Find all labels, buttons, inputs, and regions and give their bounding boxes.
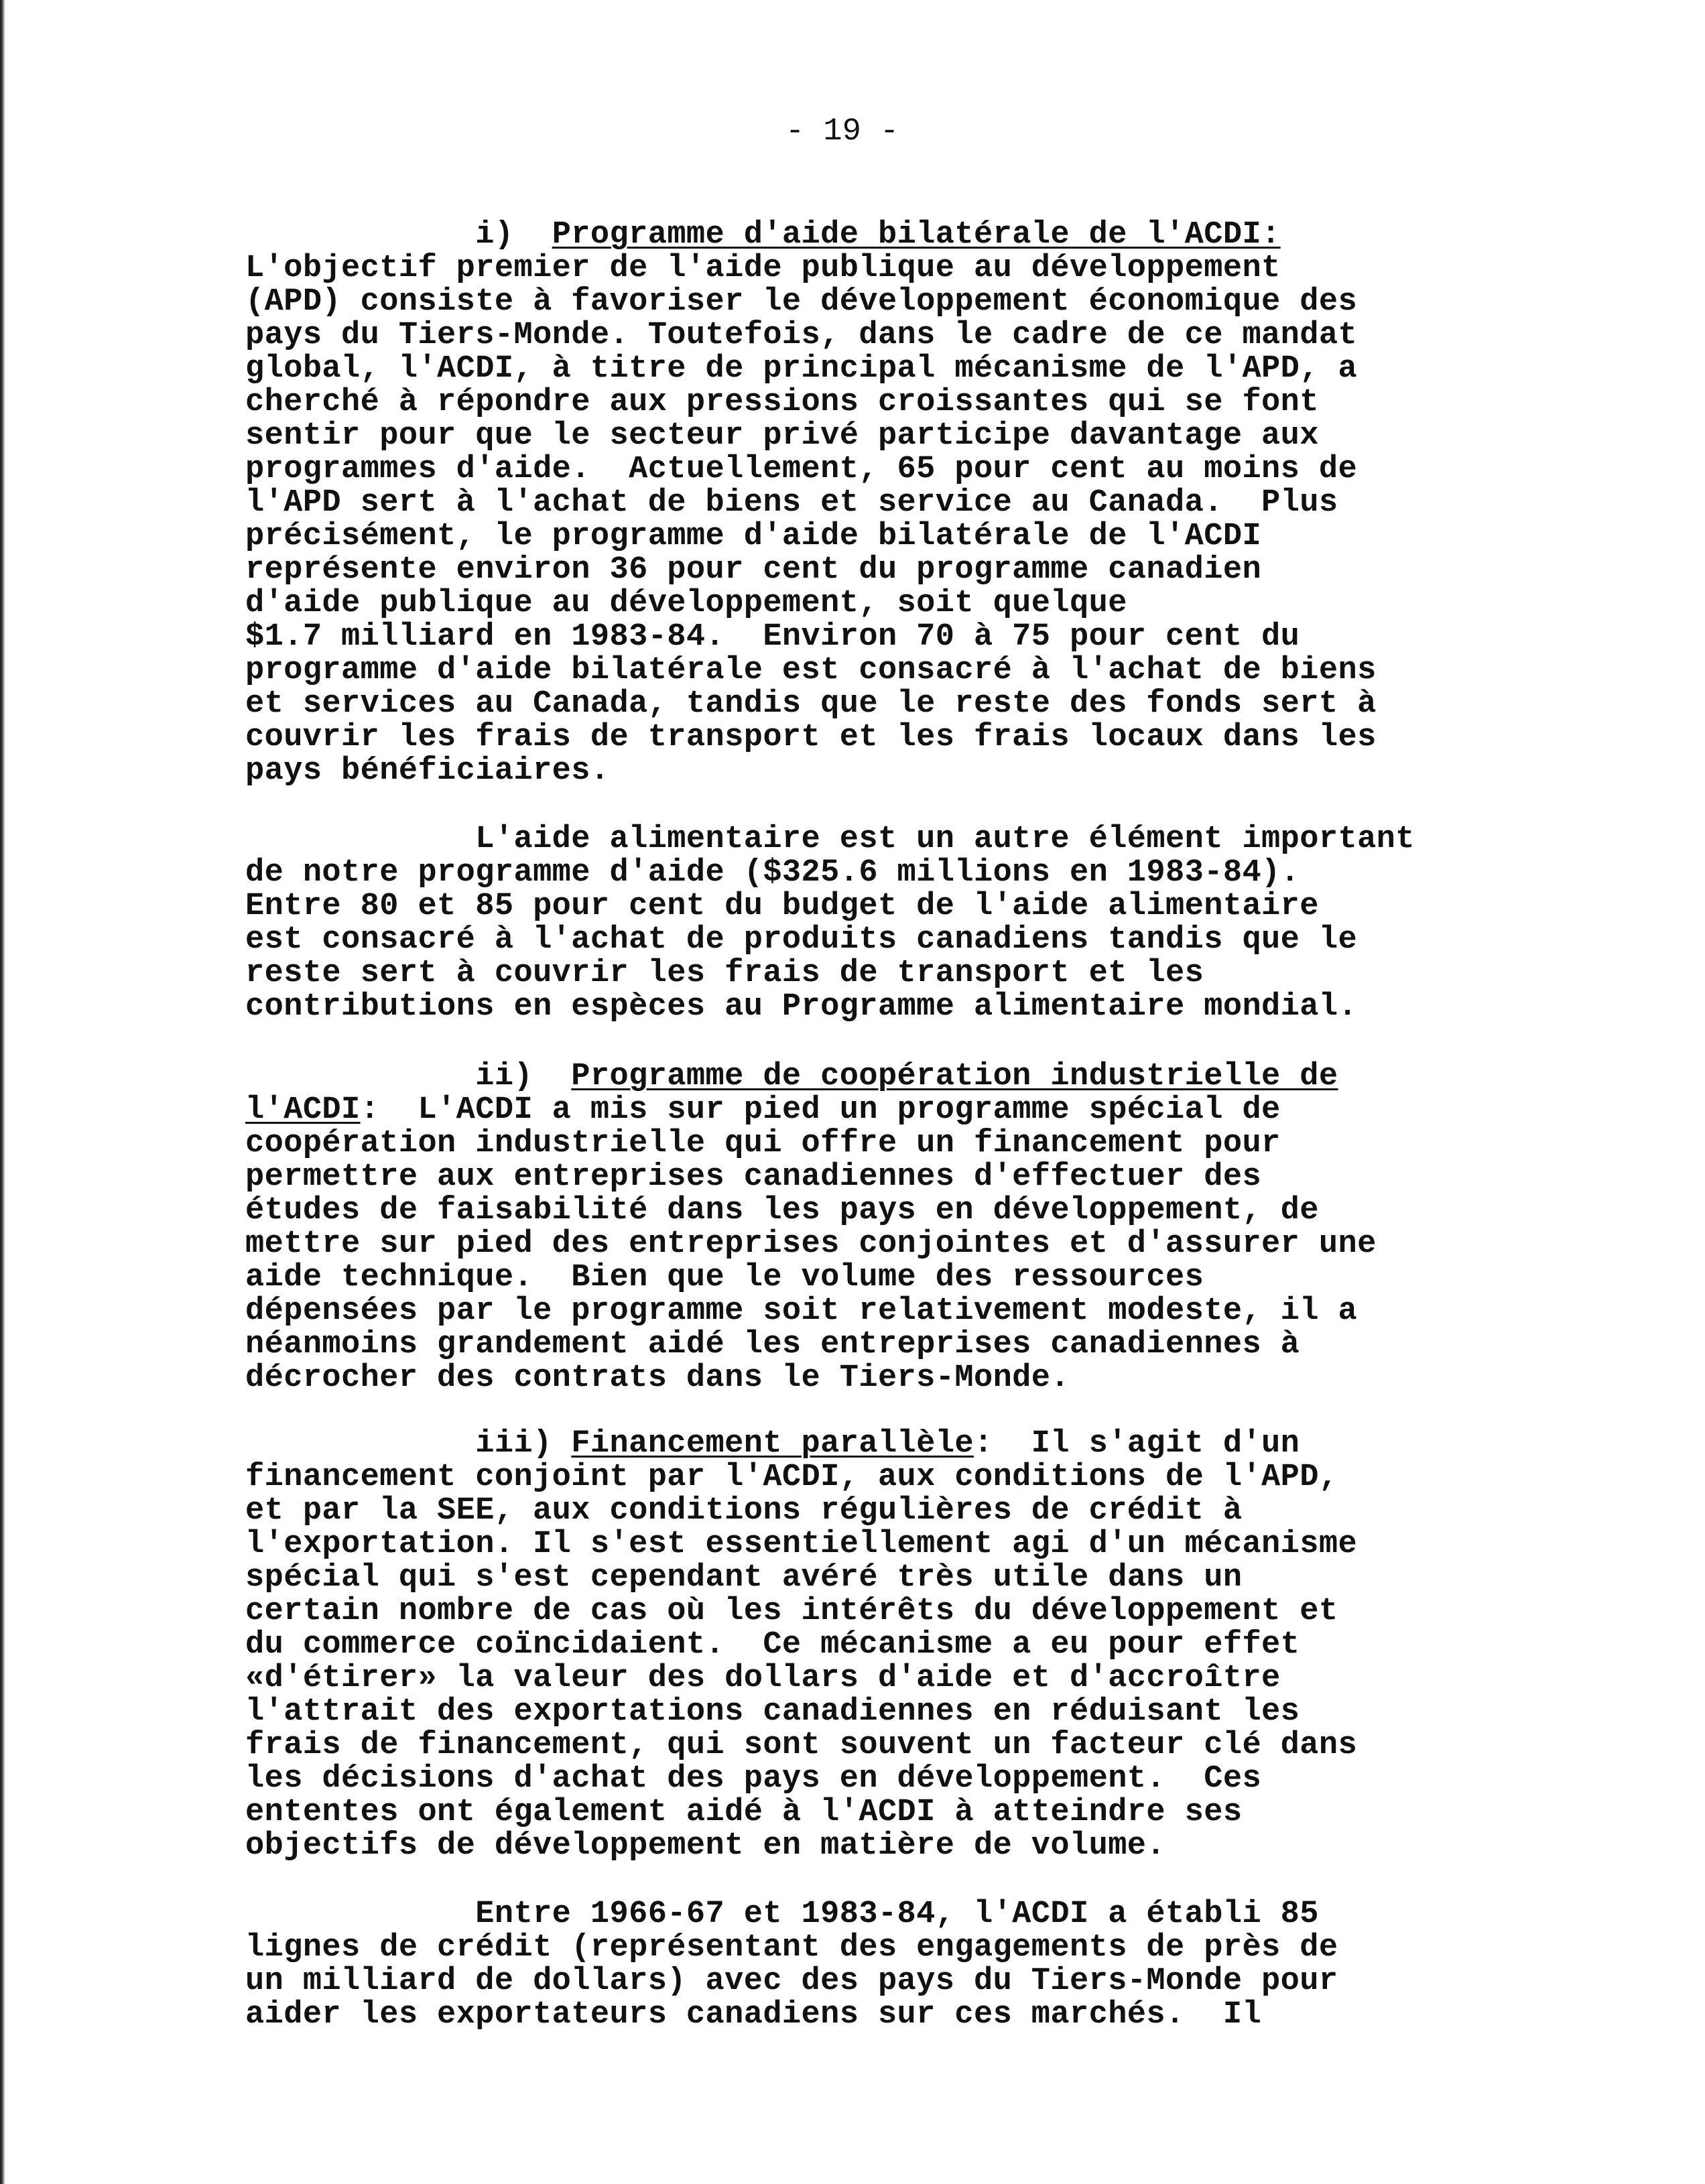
page-number: - 19 - <box>785 114 899 149</box>
section-i-body: L'objectif premier de l'aide publique au développement (APD) consiste à favoriser le développement économique des pays du Tiers-Monde. Toutefois, dans le cadre de ce mandat global, l'ACDI, à titre de principal mécanisme de l'APD, a cherché à répondre aux pressions croissantes qui se font sentir pour que le secteur privé participe davantage aux programmes d'aide. Actuellement, 65 pour cent au moins de l'APD sert à l'achat de biens et service au Canada. Plus précisément, le programme d'aide bilatérale de l'ACDI représente environ 36 pour cent du programme canadien d'aide publique au développement, soit quelque $1.7 milliard en 1983-84. Environ 70 à 75 pour cent du programme d'aide bilatérale est consacré à l'achat de biens et services au Canada, tandis que le reste des fonds sert à couvrir les frais de transport et les frais locaux dans les pays bénéficiaires. <box>245 251 1377 789</box>
section-iii-paragraph <box>245 1427 1357 1863</box>
credit-lines-paragraph: Entre 1966-67 et 1983-84, l'ACDI a établi 85 lignes de crédit (représentant des engagements de près de un milliard de dollars) avec des pays du Tiers-Monde pour aider les exportateurs canadiens sur ces marchés. Il <box>245 1897 1338 2033</box>
section-ii-lead: ii) <box>245 1059 572 1094</box>
section-iii-heading: Financement parallèle <box>571 1426 974 1462</box>
section-i-heading: Programme d'aide bilatérale de l'ACDI: <box>552 217 1281 253</box>
section-ii-paragraph <box>245 1060 1377 1395</box>
section-ii-body: : L'ACDI a mis sur pied un programme spécial de coopération industrielle qui offre un financement pour permettre aux entreprises canadiennes d'effectuer des études de faisabilité dans les pays en développement, de mettre sur pied des entreprises conjointes et d'assurer une aide technique. Bien que le volume des ressources dépensées par le programme soit relativement modeste, il a néanmoins grandement aidé les entreprises canadiennes à décrocher des contrats dans le Tiers-Monde. <box>245 1092 1377 1396</box>
section-i-paragraph <box>245 218 1377 788</box>
scan-edge <box>0 0 5 2184</box>
food-aid-paragraph: L'aide alimentaire est un autre élément important de notre programme d'aide ($325.6 millions en 1983-84). Entre 80 et 85 pour cent du budget de l'aide alimentaire est consacré à l'achat de produits canadiens tandis que le reste sert à couvrir les frais de transport et les contributions en espèces au Programme alimentaire mondial. <box>245 822 1415 1025</box>
section-ii-heading-line2: l'ACDI <box>245 1092 361 1128</box>
section-ii-heading-line1: Programme de coopération industrielle de <box>571 1059 1338 1094</box>
section-iii-body: : Il s'agit d'un financement conjoint par l'ACDI, aux conditions de l'APD, et par la SEE, aux conditions régulières de crédit à l'exportation. Il s'est essentiellement agi d'un mécanisme spécial qui s'est cependant avéré très utile dans un certain nombre de cas où les intérêts du développement et du commerce coïncidaient. Ce mécanisme a eu pour effet «d'étirer» la valeur des dollars d'aide et d'accroître l'attrait des exportations canadiennes en réduisant les frais de financement, qui sont souvent un facteur clé dans les décisions d'achat des pays en développement. Ces ententes ont également aidé à l'ACDI à atteindre ses objectifs de développement en matière de volume. <box>245 1426 1358 1864</box>
section-iii-lead: iii) <box>245 1426 572 1462</box>
section-i-lead: i) <box>245 217 552 253</box>
